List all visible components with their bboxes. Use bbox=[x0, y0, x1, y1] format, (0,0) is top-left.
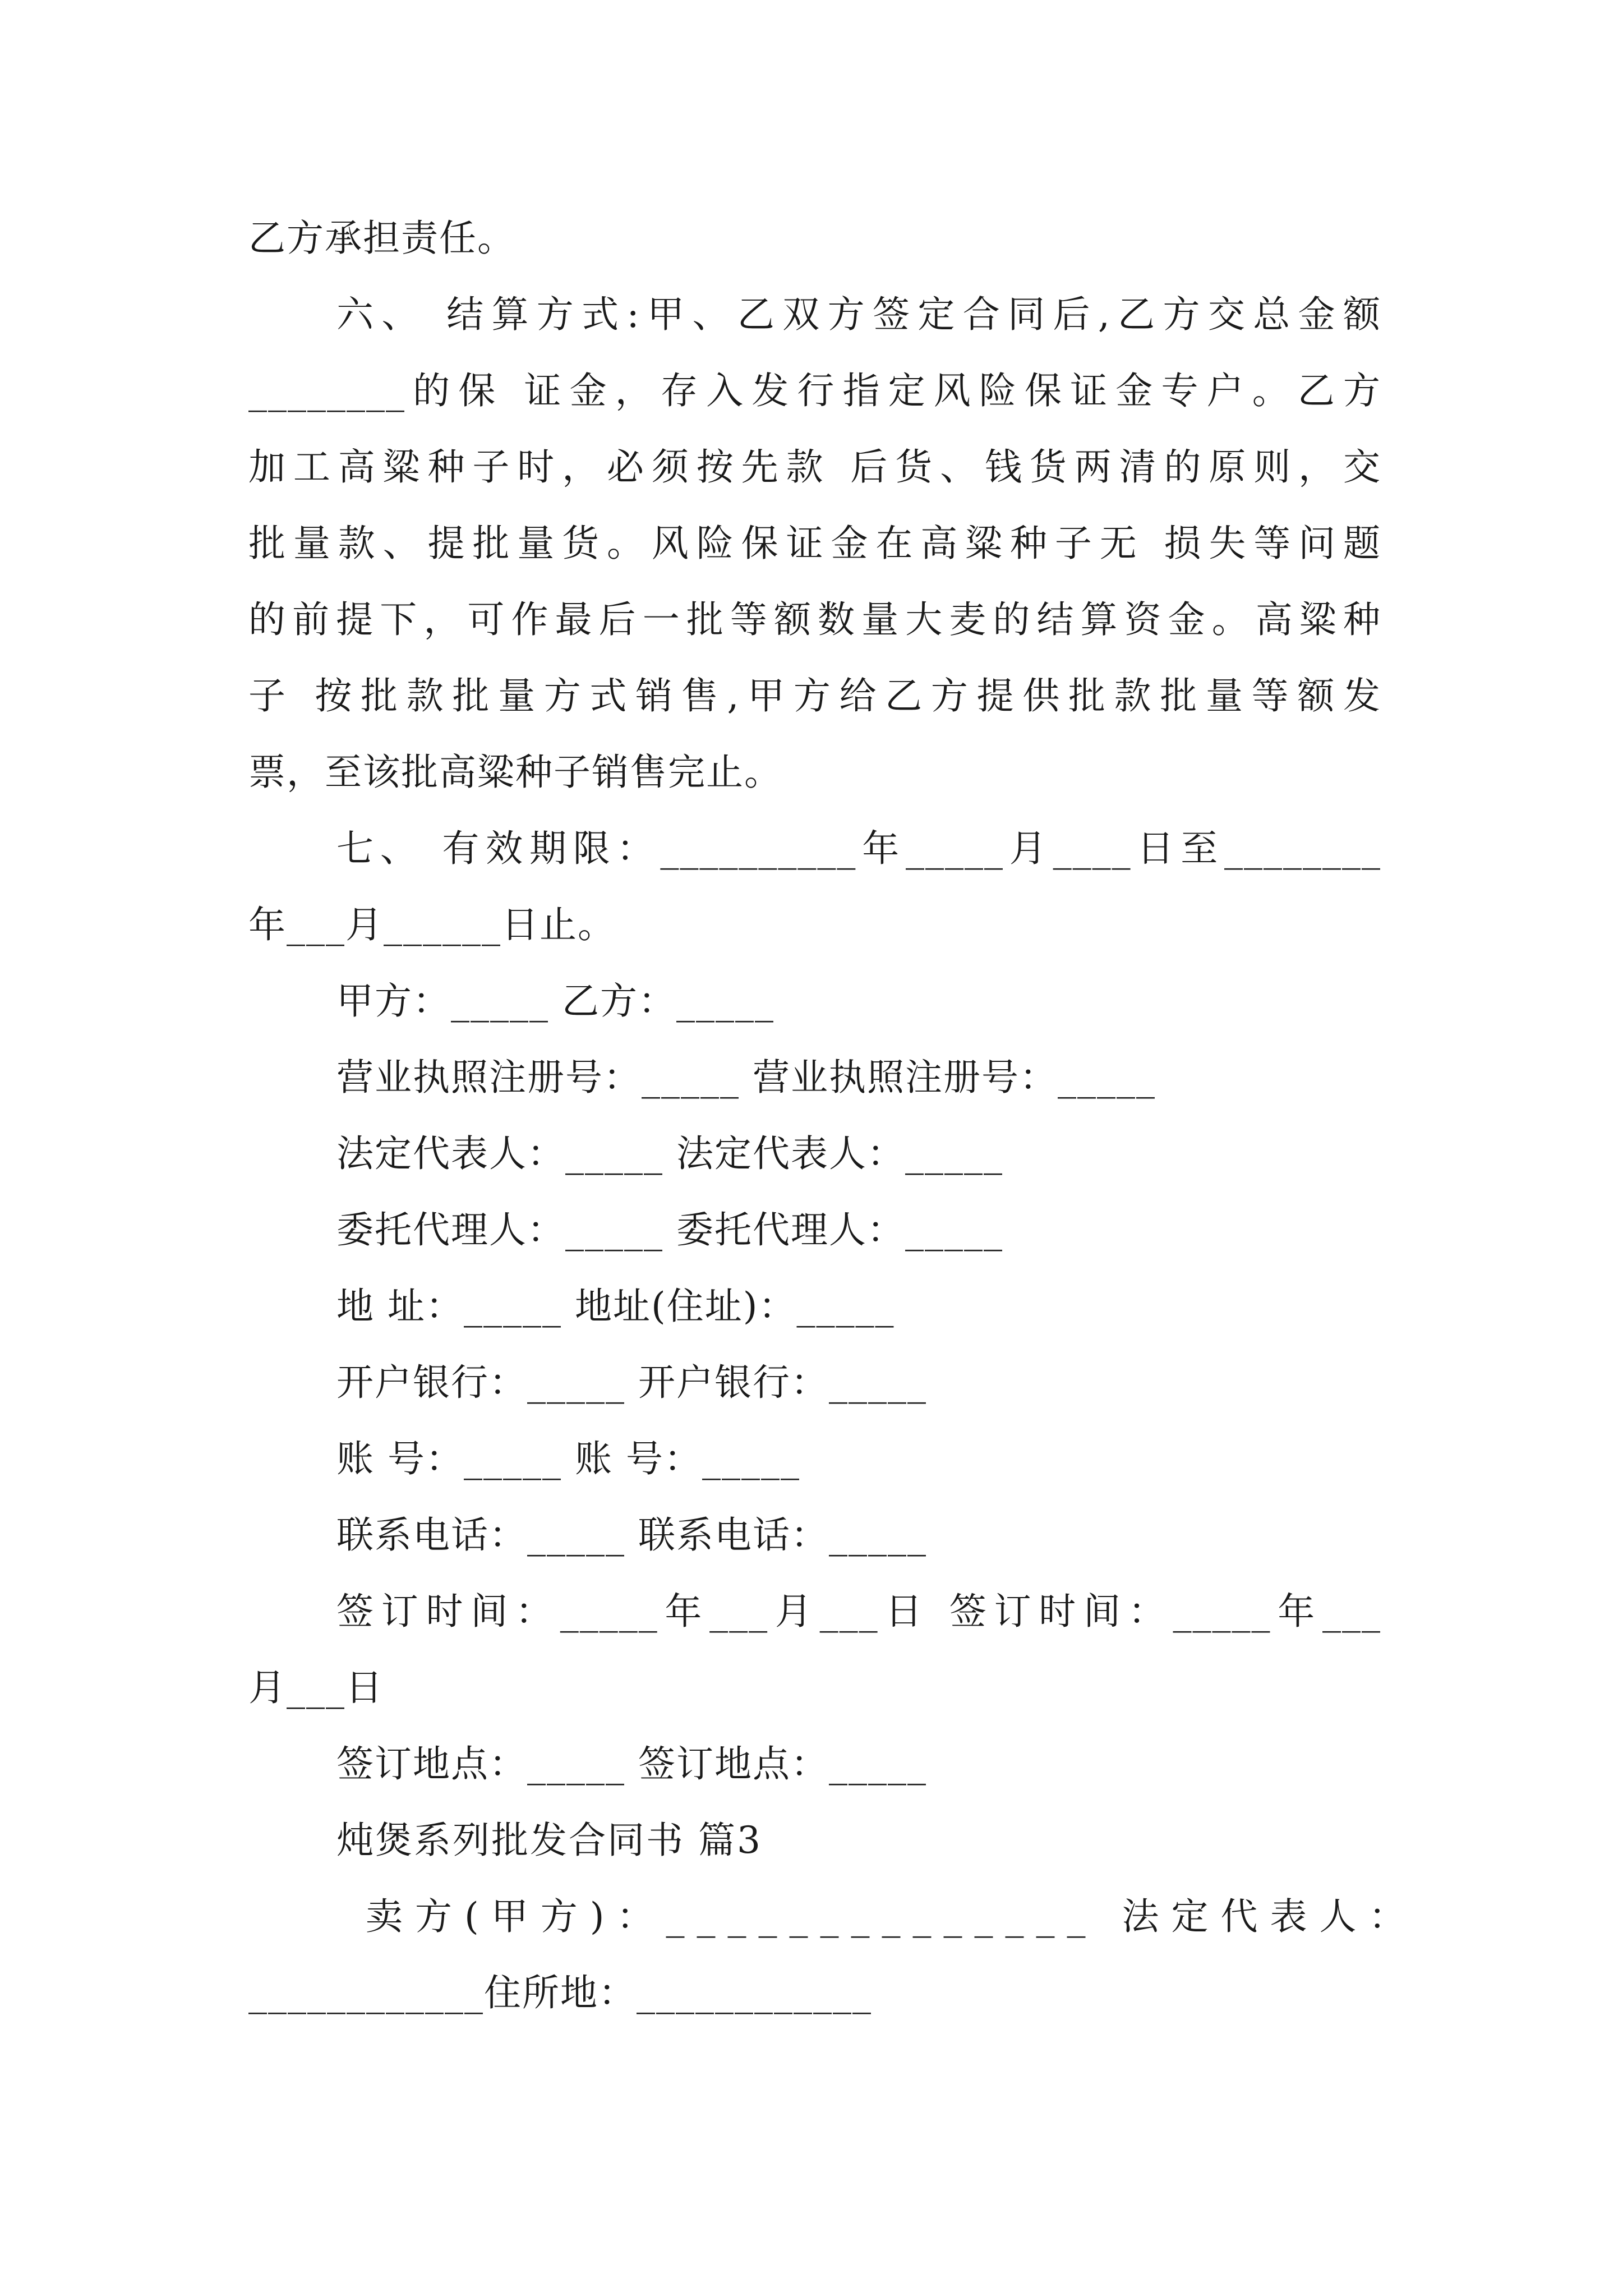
text-line-20: 月___日 bbox=[248, 1666, 384, 1709]
text-line-4: 加工高粱种子时，必须按先款 后货、钱货两清的原则，交 bbox=[248, 445, 1381, 489]
text-line-18: 联系电话：_____ 联系电话：_____ bbox=[336, 1513, 927, 1557]
text-line-16: 开户银行：_____ 开户银行：_____ bbox=[336, 1361, 927, 1404]
text-line-3: ________的保 证金，存入发行指定风险保证金专户。乙方 bbox=[248, 369, 1381, 412]
text-line-7: 子 按批款批量方式销售,甲方给乙方提供批款批量等额发 bbox=[248, 674, 1381, 717]
text-line-5: 批量款、提批量货。风险保证金在高粱种子无 损失等问题 bbox=[248, 522, 1381, 565]
text-line-24: ____________住所地：____________ bbox=[248, 1971, 872, 2014]
text-line-12: 营业执照注册号：_____ 营业执照注册号：_____ bbox=[336, 1056, 1156, 1099]
text-line-9: 七、 有效期限：__________年_____月____日至________ bbox=[336, 827, 1381, 870]
text-line-14: 委托代理人：_____ 委托代理人：_____ bbox=[336, 1208, 1003, 1251]
text-line-1: 乙方承担责任。 bbox=[248, 217, 515, 260]
text-line-2: 六、 结算方式:甲、乙双方签定合同后,乙方交总金额 bbox=[336, 293, 1381, 336]
text-line-10: 年___月______日止。 bbox=[248, 903, 616, 946]
text-line-23: 卖方(甲方)：______________ 法定代表人： bbox=[366, 1895, 1418, 1938]
text-line-8: 票，至该批高粱种子销售完止。 bbox=[248, 751, 782, 794]
text-line-19: 签订时间：_____年___月___日 签订时间：_____年___ bbox=[336, 1590, 1381, 1633]
text-line-17: 账 号：_____ 账 号：_____ bbox=[336, 1437, 800, 1480]
text-line-21: 签订地点：_____ 签订地点：_____ bbox=[336, 1742, 927, 1786]
text-line-15: 地 址：_____ 地址(住址)：_____ bbox=[336, 1285, 895, 1328]
text-line-13: 法定代表人：_____ 法定代表人：_____ bbox=[336, 1132, 1003, 1175]
section-heading: 炖煲系列批发合同书 篇3 bbox=[336, 1819, 762, 1862]
text-line-11: 甲方：_____ 乙方：_____ bbox=[336, 979, 774, 1023]
text-line-6: 的前提下，可作最后一批等额数量大麦的结算资金。高粱种 bbox=[248, 598, 1381, 641]
